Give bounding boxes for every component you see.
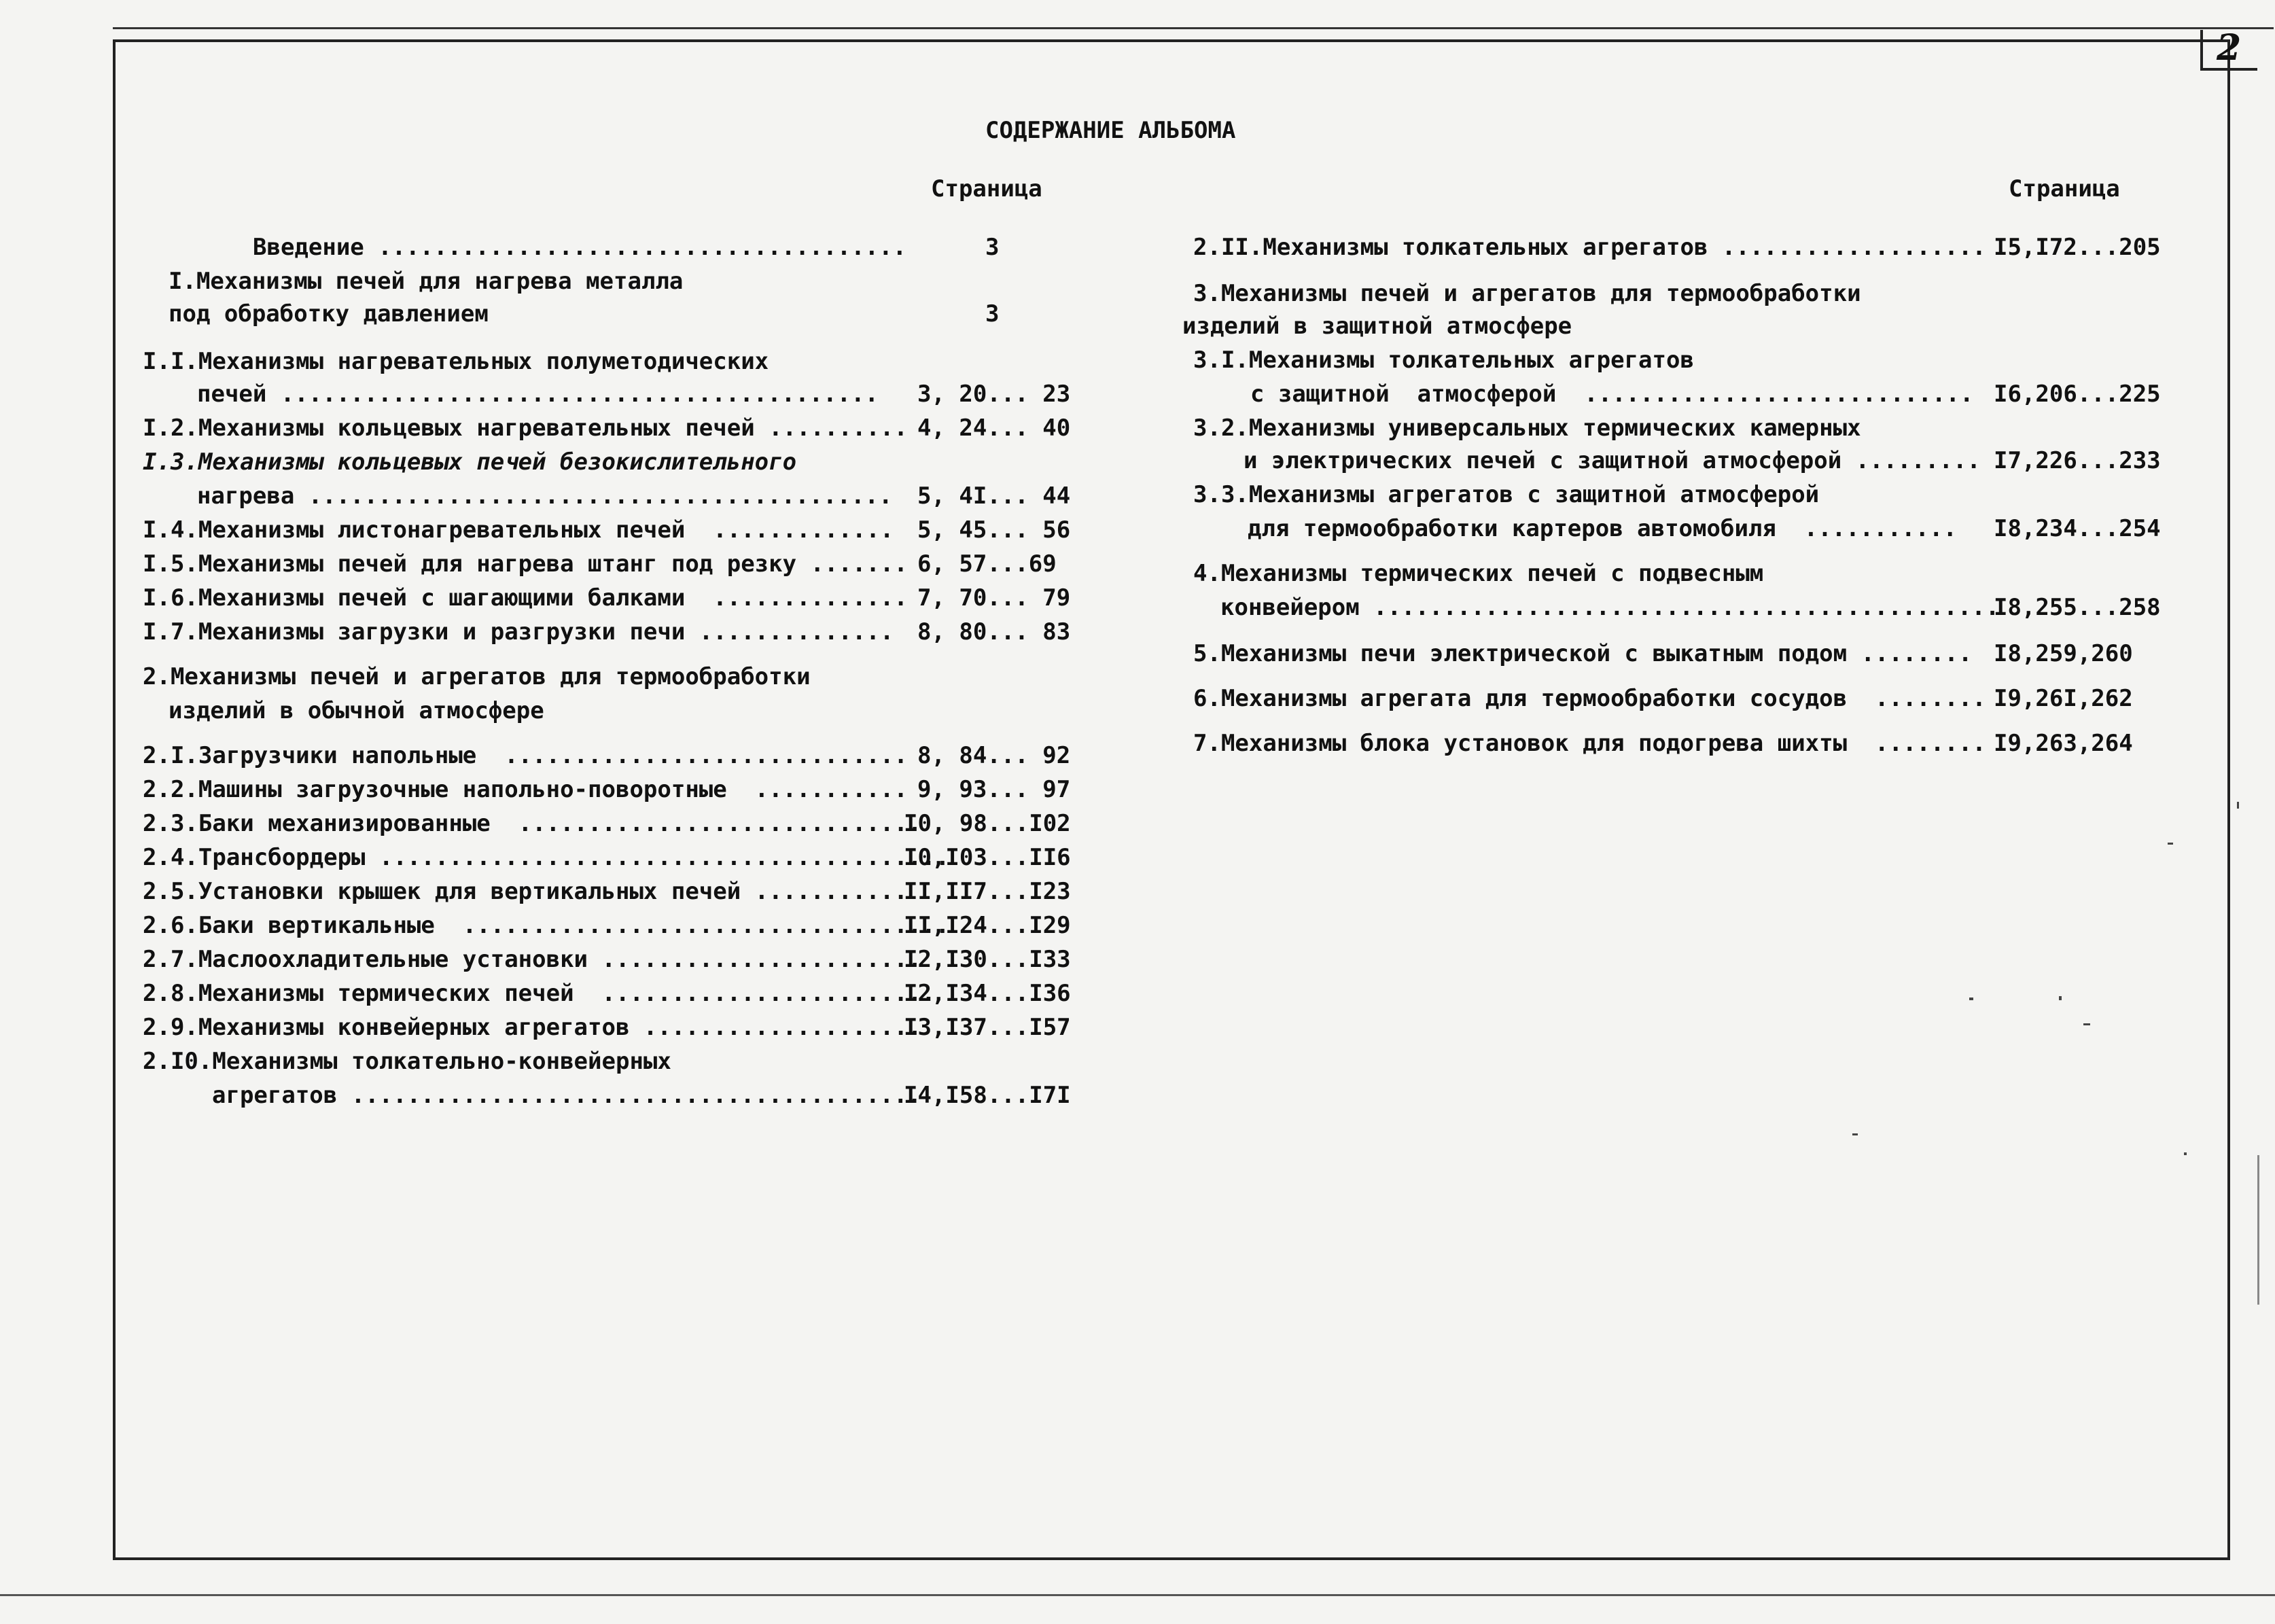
toc-entry-text: I.2.Механизмы кольцевых нагревательных печей .......... xyxy=(143,414,908,442)
toc-entry-text: I.4.Механизмы листонагревательных печей ............. xyxy=(143,516,894,544)
toc-entry-page: 4, 24... 40 xyxy=(917,414,1071,442)
toc-entry-text: изделий в обычной атмосфере xyxy=(169,697,544,724)
toc-entry-text: 2.9.Механизмы конвейерных агрегатов .................... xyxy=(143,1014,922,1041)
toc-entry-page: 9, 93... 97 xyxy=(917,776,1071,803)
scan-edge-mark xyxy=(2257,1155,2259,1305)
scan-speck xyxy=(2059,996,2062,1000)
toc-entry-text: 2.3.Баки механизированные ............................. xyxy=(143,810,922,837)
toc-entry-text: 3.Механизмы печей и агрегатов для термообработки xyxy=(1193,280,1861,307)
toc-entry-page: 3 xyxy=(985,234,1000,261)
scan-speck xyxy=(2184,1152,2187,1155)
toc-entry-page: I2,I34...I36 xyxy=(904,980,1071,1007)
top-border-line xyxy=(113,27,2274,29)
scan-speck xyxy=(2237,802,2239,809)
toc-entry-text: I.5.Механизмы печей для нагрева штанг под резку ....... xyxy=(143,550,908,578)
toc-entry-page: I8,259,260 xyxy=(1994,640,2133,667)
toc-entry-page: I8,234...254 xyxy=(1994,515,2161,542)
toc-entry-text: агрегатов ......................................... xyxy=(212,1082,921,1109)
scan-speck xyxy=(2083,1023,2090,1025)
toc-entry-page: I3,I37...I57 xyxy=(904,1014,1071,1041)
bottom-edge-line xyxy=(0,1594,2275,1596)
toc-entry-page: 3 xyxy=(985,300,1000,328)
toc-entry-page: 3, 20... 23 xyxy=(917,381,1071,408)
toc-entry-page: I0, 98...I02 xyxy=(904,810,1071,837)
toc-entry-page: I9,26I,262 xyxy=(1994,685,2133,712)
toc-entry-text: 7.Механизмы блока установок для подогрева шихты ........ xyxy=(1193,730,1986,757)
toc-entry-text: I.3.Механизмы кольцевых печей безокислительного xyxy=(143,448,797,476)
toc-entry-page: 6, 57...69 xyxy=(917,550,1057,578)
toc-entry-text: 3.2.Механизмы универсальных термических камерных xyxy=(1193,414,1861,442)
toc-entry-text: 2.I0.Механизмы толкательно-конвейерных xyxy=(143,1048,671,1075)
scan-speck xyxy=(1852,1133,1858,1135)
toc-entry-page: 5, 45... 56 xyxy=(917,516,1071,544)
toc-entry-page: 7, 70... 79 xyxy=(917,584,1071,612)
toc-entry-text: 3.3.Механизмы агрегатов с защитной атмосферой xyxy=(1193,481,1820,508)
left-page-column-header: Страница xyxy=(931,175,1042,202)
toc-entry-text: конвейером ............................................. xyxy=(1220,594,2000,621)
page-number: 2 xyxy=(2217,27,2242,69)
toc-entry-text: 2.Механизмы печей и агрегатов для термообработки xyxy=(143,663,811,690)
toc-entry-page: II,I24...I29 xyxy=(904,912,1071,939)
toc-entry-text: 2.2.Машины загрузочные напольно-поворотные ........... xyxy=(143,776,908,803)
toc-entry-text: 2.II.Механизмы толкательных агрегатов ................... xyxy=(1193,234,1986,261)
toc-entry-page: I9,263,264 xyxy=(1994,730,2133,757)
toc-entry-text: I.7.Механизмы загрузки и разгрузки печи .............. xyxy=(143,618,894,646)
toc-entry-text: I.I.Механизмы нагревательных полуметодических xyxy=(143,348,769,375)
toc-entry-text: 2.5.Установки крышек для вертикальных печей ........... xyxy=(143,878,908,905)
toc-entry-text: с защитной атмосферой ............................ xyxy=(1250,381,1974,408)
toc-entry-text: для термообработки картеров автомобиля ........... xyxy=(1248,515,1957,542)
toc-entry-text: изделий в защитной атмосфере xyxy=(1182,313,1572,340)
toc-entry-page: I5,I72...205 xyxy=(1994,234,2161,261)
toc-entry-page: I7,226...233 xyxy=(1994,447,2161,474)
toc-entry-text: печей ........................................... xyxy=(197,381,879,408)
toc-entry-text: 2.4.Трансбордеры ......................................... xyxy=(143,844,950,871)
toc-entry-page: 8, 84... 92 xyxy=(917,742,1071,769)
toc-entry-text: под обработку давлением xyxy=(169,300,489,328)
album-contents-title: СОДЕРЖАНИЕ АЛЬБОМА xyxy=(985,117,1236,144)
toc-entry-text: 2.7.Маслоохладительные установки ....................... xyxy=(143,946,922,973)
toc-entry-text: 6.Механизмы агрегата для термообработки сосудов ........ xyxy=(1193,685,1986,712)
toc-entry-page: I2,I30...I33 xyxy=(904,946,1071,973)
toc-entry-page: I4,I58...I7I xyxy=(904,1082,1071,1109)
scan-speck xyxy=(1969,998,1973,1000)
toc-entry-text: и электрических печей с защитной атмосферой ......... xyxy=(1244,447,1981,474)
toc-entry-text: 3.I.Механизмы толкательных агрегатов xyxy=(1193,347,1694,374)
toc-entry-text: 4.Механизмы термических печей с подвесным xyxy=(1193,560,1764,587)
toc-entry-page: 5, 4I... 44 xyxy=(917,482,1071,510)
toc-entry-page: 8, 80... 83 xyxy=(917,618,1071,646)
toc-entry-page: I0,I03...II6 xyxy=(904,844,1071,871)
toc-entry-text: 2.8.Механизмы термических печей ........................ xyxy=(143,980,936,1007)
toc-entry-page: I6,206...225 xyxy=(1994,381,2161,408)
toc-entry-text: Введение ...................................... xyxy=(253,234,907,261)
toc-entry-page: II,II7...I23 xyxy=(904,878,1071,905)
toc-entry-text: 2.6.Баки вертикальные ................................... xyxy=(143,912,950,939)
toc-entry-text: нагрева .......................................... xyxy=(197,482,893,510)
toc-entry-text: I.6.Механизмы печей с шагающими балками .............. xyxy=(143,584,908,612)
toc-entry-text: 5.Механизмы печи электрической с выкатным подом ........ xyxy=(1193,640,1973,667)
right-page-column-header: Страница xyxy=(2009,175,2120,202)
toc-entry-page: I8,255...258 xyxy=(1994,594,2161,621)
toc-entry-text: 2.I.Загрузчики напольные ............................. xyxy=(143,742,908,769)
toc-entry-text: I.Механизмы печей для нагрева металла xyxy=(169,268,684,295)
scan-speck xyxy=(2168,843,2173,845)
